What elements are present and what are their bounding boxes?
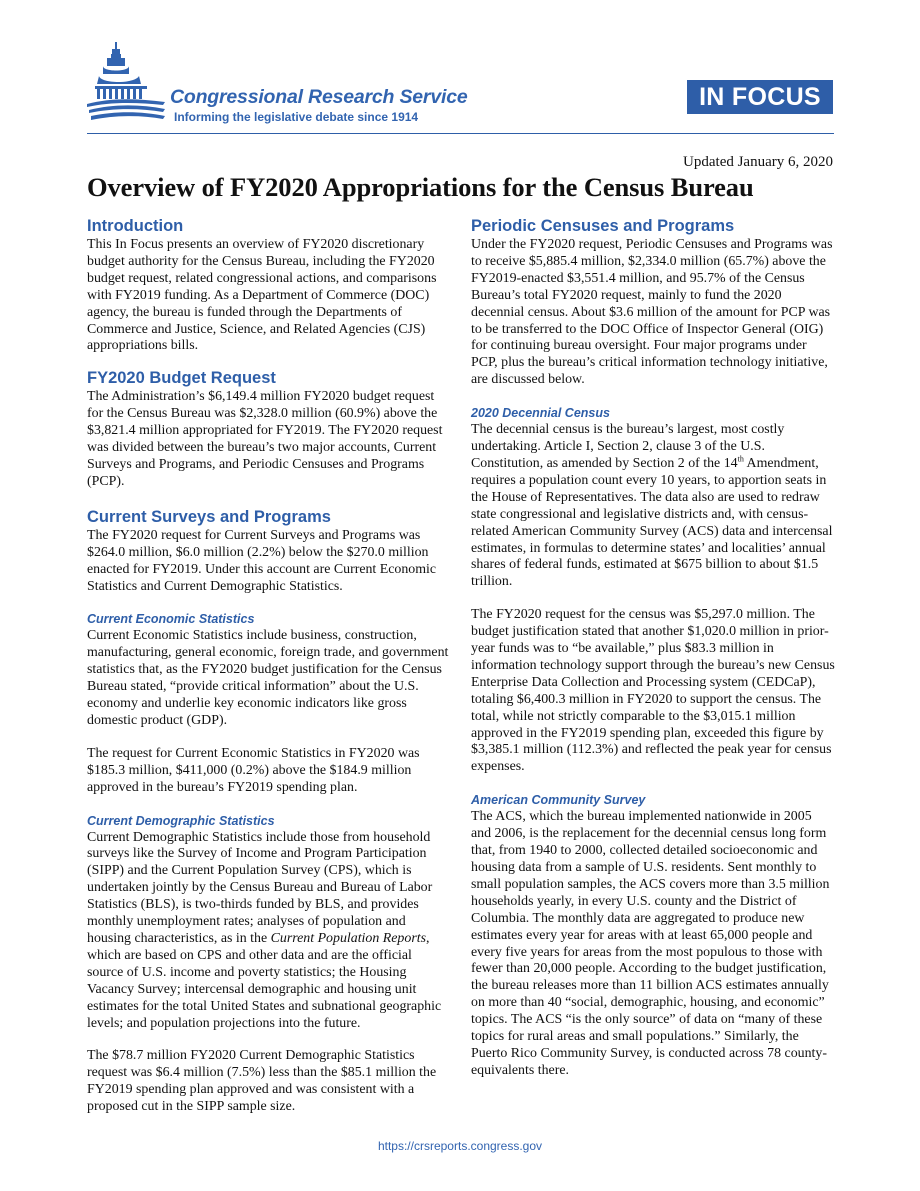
right-column [471, 216, 835, 1080]
subheading-decennial-census: 2020 Decennial Census [471, 406, 610, 421]
report-title: Overview of FY2020 Appropriations for the Census Bureau [87, 172, 754, 202]
org-tagline: Informing the legislative debate since 1914 [174, 110, 419, 124]
periodic-censuses-paragraph: Under the FY2020 request, Periodic Censuses and Programs was to receive $5,885.4 million, $2,334.0 million (65.7%) above the FY2019-enacted $3,551.4 million, and 95.7% of the Census Bureau’s total FY2020 request, mainly to fund the 2020 decennial census. About $3.6 million of the amount for PCP was to be transferred to the DOC Office of Inspector General (OIG) for continuing bureau oversight. Four major programs under PCP, plus the bureau’s critical information technology initiative, are discussed below. [471, 237, 833, 388]
subheading-economic-statistics: Current Economic Statistics [87, 612, 255, 627]
footer-url-link[interactable]: https://crsreports.congress.gov [377, 1139, 543, 1153]
demographic-statistics-paragraph-1: Current Demographic Statistics include those from household surveys like the Survey of Income and Program Participation (SIPP) and the Current Population Survey (CPS), which is undertaken jointly by the Census Bureau and Bureau of Labor Statistics (BLS), is two-thirds funded by BLS, and provides monthly unemployment rates; analyses of population and housing characteristics, as in the Current Population Reports, which are based on CPS and other data and are the official source of U.S. income and poverty statistics; the Housing Vacancy Survey; intercensal demographic and housing unit estimates for the total United States and subnational geographic levels; and population projections into the future. [87, 829, 442, 1031]
report-header [0, 0, 920, 140]
economic-statistics-paragraph-1: Current Economic Statistics include business, construction, manufacturing, general economic, foreign trade, and government statistics that, as the FY2020 budget justification for the Census Bureau stated, “provide critical information” about the U.S. economy and underlie key economic indicators like gross domestic product (GDP). [87, 628, 449, 728]
section-heading-budget-request: FY2020 Budget Request [87, 369, 276, 388]
subheading-demographic-statistics: Current Demographic Statistics [87, 813, 275, 828]
header-divider [87, 133, 834, 134]
introduction-paragraph: This In Focus presents an overview of FY2020 discretionary budget authority for the Census Bureau, including the FY2020 budget request, related congressional actions, and comparisons with FY2019 funding. As a Department of Commerce (DOC) agency, the bureau is funded through the Departments of Commerce and Justice, Science, and Related Agencies (CJS) appropriations bills. [87, 237, 437, 354]
american-community-survey-paragraph: The ACS, which the bureau implemented nationwide in 2005 and 2006, is the replacement for the decennial census long form that, from 1940 to 2000, collected detailed socioeconomic and housing data from a sample of U.S. residents. Sent monthly to small population samples, the ACS covers more than 3.5 million households yearly, in every U.S. county and the District of Columbia. The monthly data are aggregated to produce new estimates every year for areas with at least 65,000 people and every five years for areas from the most populous to those with fewer than 20,000 people. According to the budget justification, the bureau releases more than 11 billion ACS estimates annually on more than 40 “social, demographic, housing, and economic” topics. The ACS “is the only source” of data on “many of these topics for rural areas and small populations.” Similarly, the Puerto Rico Community Survey, is conducted across 78 county-equivalents there. [471, 809, 830, 1078]
left-column [87, 216, 449, 1116]
demographic-statistics-paragraph-2: The $78.7 million FY2020 Current Demographic Statistics request was $6.4 million (7.5%) less than the $85.1 million the FY2019 spending plan approved and was consistent with a proposed cut in the SIPP sample size. [87, 1048, 437, 1115]
capitol-dome-icon [85, 40, 167, 132]
economic-statistics-paragraph-2: The request for Current Economic Statistics in FY2020 was $185.3 million, $411,000 (0.2%) above the $184.9 million approved in the bureau’s FY2019 spending plan. [87, 745, 420, 795]
budget-request-paragraph: The Administration’s $6,149.4 million FY2020 budget request for the Census Bureau was $2,328.0 million (60.9%) above the $3,821.4 million appropriated for FY2019. The FY2020 request was divided between the bureau’s two major accounts, Current Surveys and Programs, and Periodic Censuses and Programs (PCP). [87, 389, 443, 489]
decennial-census-paragraph-1: The decennial census is the bureau’s largest, most costly undertaking. Article I, Section 2, clause 3 of the U.S. Constitution, as amended by Section 2 of the 14th Amendment, requires a population count every 10 years, to apportion seats in the House of Representatives. The data also are used to redraw state congressional and legislative districts and, with census-related American Community Survey (ACS) data and intercensal estimates, in formulas to determine states’ and localities’ annual shares of federal funds, estimated at $675 billion to about $1.5 trillion. [471, 422, 833, 590]
section-heading-current-surveys: Current Surveys and Programs [87, 507, 331, 526]
section-heading-periodic-censuses: Periodic Censuses and Programs [471, 217, 735, 235]
decennial-census-paragraph-2: The FY2020 request for the census was $5,297.0 million. The budget justification stated that another $1,020.0 million in prior-year funds was to “be available,” plus $83.3 million in information technology support through the bureau’s new Census Enterprise Data Collection and Processing system (CEDCaP), totaling $6,400.3 million in FY2020 to support the census. The total, while not strictly comparable to the $3,015.1 million approved in the FY2019 spending plan, exceeded this figure by $3,385.1 million (112.3%) and reflected the peak year for census expenses. [471, 607, 835, 775]
current-population-reports-title: Current Population Reports [270, 931, 426, 946]
updated-date: Updated January 6, 2020 [683, 154, 833, 170]
section-heading-introduction: Introduction [87, 217, 184, 235]
subheading-american-community-survey: American Community Survey [471, 793, 646, 808]
in-focus-badge: IN FOCUS [687, 80, 833, 114]
org-name: Congressional Research Service [170, 86, 468, 108]
current-surveys-paragraph: The FY2020 request for Current Surveys and Programs was $264.0 million, $6.0 million (2.2%) below the $270.0 million enacted for FY2019. Under this account are Current Economic Statistics and Current Demographic Statistics. [87, 527, 437, 594]
